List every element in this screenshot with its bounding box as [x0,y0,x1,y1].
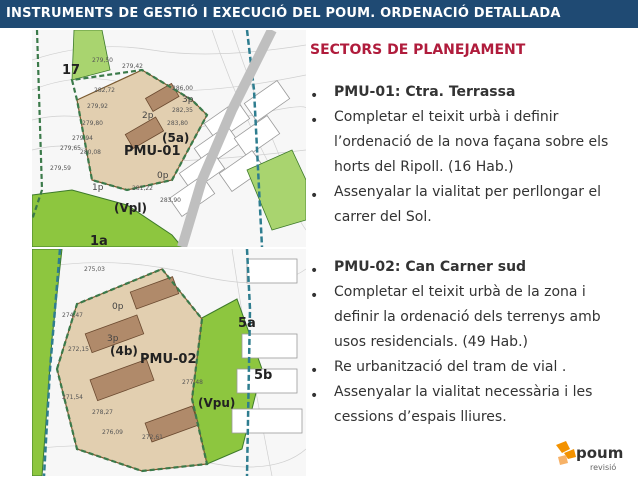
spot-height-label: 279,42 [122,63,143,70]
spot-height-label: 280,08 [80,149,101,156]
map-pmu-01 [32,30,306,247]
bullet-glyph: • [310,188,319,204]
bullet-glyph: • [310,288,319,304]
zone-vpu-label: (Vpu) [198,396,236,410]
map-pmu-02 [32,249,306,476]
pmu-02-heading: PMU-02: Can Carner sud [334,259,527,275]
zone-0p-label: 0p [157,171,169,181]
bullet-glyph: • [310,263,319,279]
spot-height-label: 279,94 [72,135,93,142]
zone-17-label: 17 [62,63,81,78]
spot-height-label: 279,50 [92,57,113,64]
pmu-01-map-label: PMU-01 [124,144,181,159]
spot-height-label: 282,72 [94,87,115,94]
spot-height-label: 278,27 [92,409,113,416]
zone-1p-label: 1p [92,183,104,193]
spot-height-label: 272,61 [142,434,163,441]
pmu-01-heading: PMU-01: Ctra. Terrassa [334,84,516,100]
zone-3p-label-2: 3p [107,334,119,344]
zone-4b-label: (4b) [110,344,138,358]
spot-height-label: 279,80 [82,120,103,127]
spot-height-label: 277,48 [182,379,203,386]
spot-height-label: 279,59 [50,165,71,172]
spot-height-label: 283,90 [160,197,181,204]
zone-1a-label: 1a [90,234,108,247]
poum-logo-subtext: revisió [590,463,617,472]
spot-height-label: 271,54 [62,394,83,401]
bullet-glyph: • [310,363,319,379]
pmu-01-item-2: Assenyalar la vialitat per perllongar el carrer del Sol. [334,184,602,225]
spot-height-label: 275,03 [84,266,105,273]
zone-2p-label: 2p [142,111,154,121]
spot-height-label: 279,92 [87,103,108,110]
bullet-glyph: • [310,88,319,104]
map-pmu-02-drawing [32,249,306,476]
slide-header: INSTRUMENTS DE GESTIÓ I EXECUCIÓ DEL POUM. ORDENACIÓ DETALLADA [0,0,638,28]
spot-height-label: 279,65 [60,145,81,152]
spot-height-label: 274,47 [62,312,83,319]
pmu-02-item-2: Re urbanització del tram de vial . [334,359,567,375]
spot-height-label: 281,22 [132,185,153,192]
pmu-02-item-3: Assenyalar la vialitat necessària i les cessions d’espais lliures. [334,384,593,425]
spot-height-label: 283,80 [167,120,188,127]
bullet-glyph: • [310,388,319,404]
pmu-01-item-1: Completar el teixit urbà i definir l’ordenació de la nova façana sobre els horts del Ripoll. (16 Hab.) [334,109,609,175]
map-pmu-01-drawing [32,30,306,247]
bullet-glyph: • [310,113,319,129]
spot-height-label: 276,09 [102,429,123,436]
zone-5b-label: 5b [254,368,273,383]
zone-vpl-label: (Vpl) [114,201,147,215]
pmu-02-item-1: Completar el teixit urbà de la zona i definir la ordenació dels terrenys amb usos residencials. (49 Hab.) [334,284,601,350]
poum-logo-text: poum [576,444,624,462]
zone-3p-label: 3p [182,95,194,105]
spot-height-label: 282,35 [172,107,193,114]
zone-0p-label-2: 0p [112,302,124,312]
pmu-02-map-label: PMU-02 [140,352,197,367]
spot-height-label: 272,15 [68,346,89,353]
spot-height-label: 286,00 [172,85,193,92]
zone-5a-label: (5a) [162,131,190,145]
section-title: SECTORS DE PLANEJAMENT [310,42,526,58]
zone-5a-label-2: 5a [238,316,256,331]
